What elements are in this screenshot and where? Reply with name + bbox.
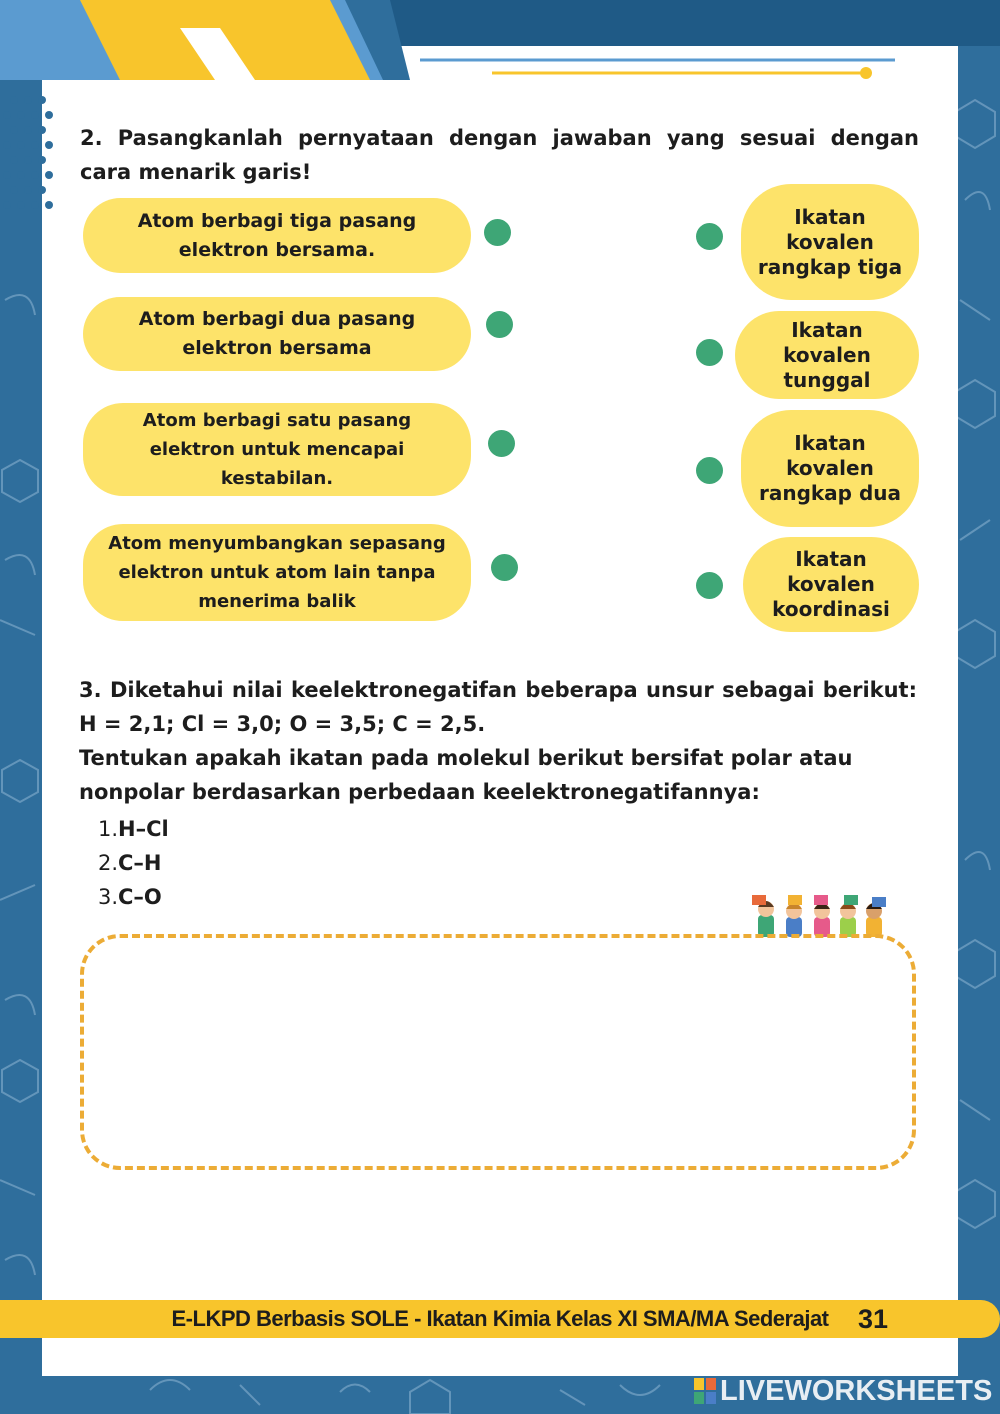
statement-pill-4: Atom menyumbangkan sepasang elektron untuk atom lain tanpa menerima balik <box>83 524 471 621</box>
match-dot-left-1[interactable] <box>484 219 511 246</box>
answer-textarea[interactable] <box>80 934 916 1170</box>
statement-pill-2: Atom berbagi dua pasang elektron bersama <box>83 297 471 371</box>
footer-title: E-LKPD Berbasis SOLE - Ikatan Kimia Kelas XI SMA/MA Sederajat <box>171 1306 829 1331</box>
liveworksheets-brand[interactable] <box>694 1375 992 1407</box>
question-3-text: 3. Diketahui nilai keelektronegatifan beberapa unsur sebagai berikut: H = 2,1; Cl = 3,0; O = 3,5; C = 2,5. <box>79 678 917 736</box>
match-dot-left-2[interactable] <box>486 311 513 338</box>
list-item: 1.H–Cl <box>97 817 169 841</box>
list-item: 3.C–O <box>97 885 162 909</box>
list-item: 2.C–H <box>97 851 162 875</box>
answer-pill-1: Ikatan kovalen rangkap tiga <box>741 184 919 300</box>
answer-pill-2: Ikatan kovalen tunggal <box>735 311 919 399</box>
question-3-instruction: Tentukan apakah ikatan pada molekul berikut bersifat polar atau nonpolar berdasarkan perbedaan keelektronegatifannya: <box>79 746 853 804</box>
page-number: 31 <box>858 1304 889 1334</box>
liveworksheets-logo-icon <box>694 1378 716 1404</box>
match-dot-right-2[interactable] <box>696 339 723 366</box>
match-dot-left-3[interactable] <box>488 430 515 457</box>
answer-pill-4: Ikatan kovalen koordinasi <box>743 537 919 632</box>
statement-pill-3: Atom berbagi satu pasang elektron untuk mencapai kestabilan. <box>83 403 471 496</box>
brand-name: LIVEWORKSHEETS <box>720 1374 993 1407</box>
answer-pill-3: Ikatan kovalen rangkap dua <box>741 410 919 527</box>
match-dot-right-1[interactable] <box>696 223 723 250</box>
match-dot-right-4[interactable] <box>696 572 723 599</box>
question-2-text: 2. Pasangkanlah pernyataan dengan jawaban yang sesuai dengan cara menarik garis! <box>80 126 919 184</box>
match-dot-right-3[interactable] <box>696 457 723 484</box>
match-dot-left-4[interactable] <box>491 554 518 581</box>
statement-pill-1: Atom berbagi tiga pasang elektron bersama. <box>83 198 471 273</box>
molecule-list <box>92 812 169 914</box>
